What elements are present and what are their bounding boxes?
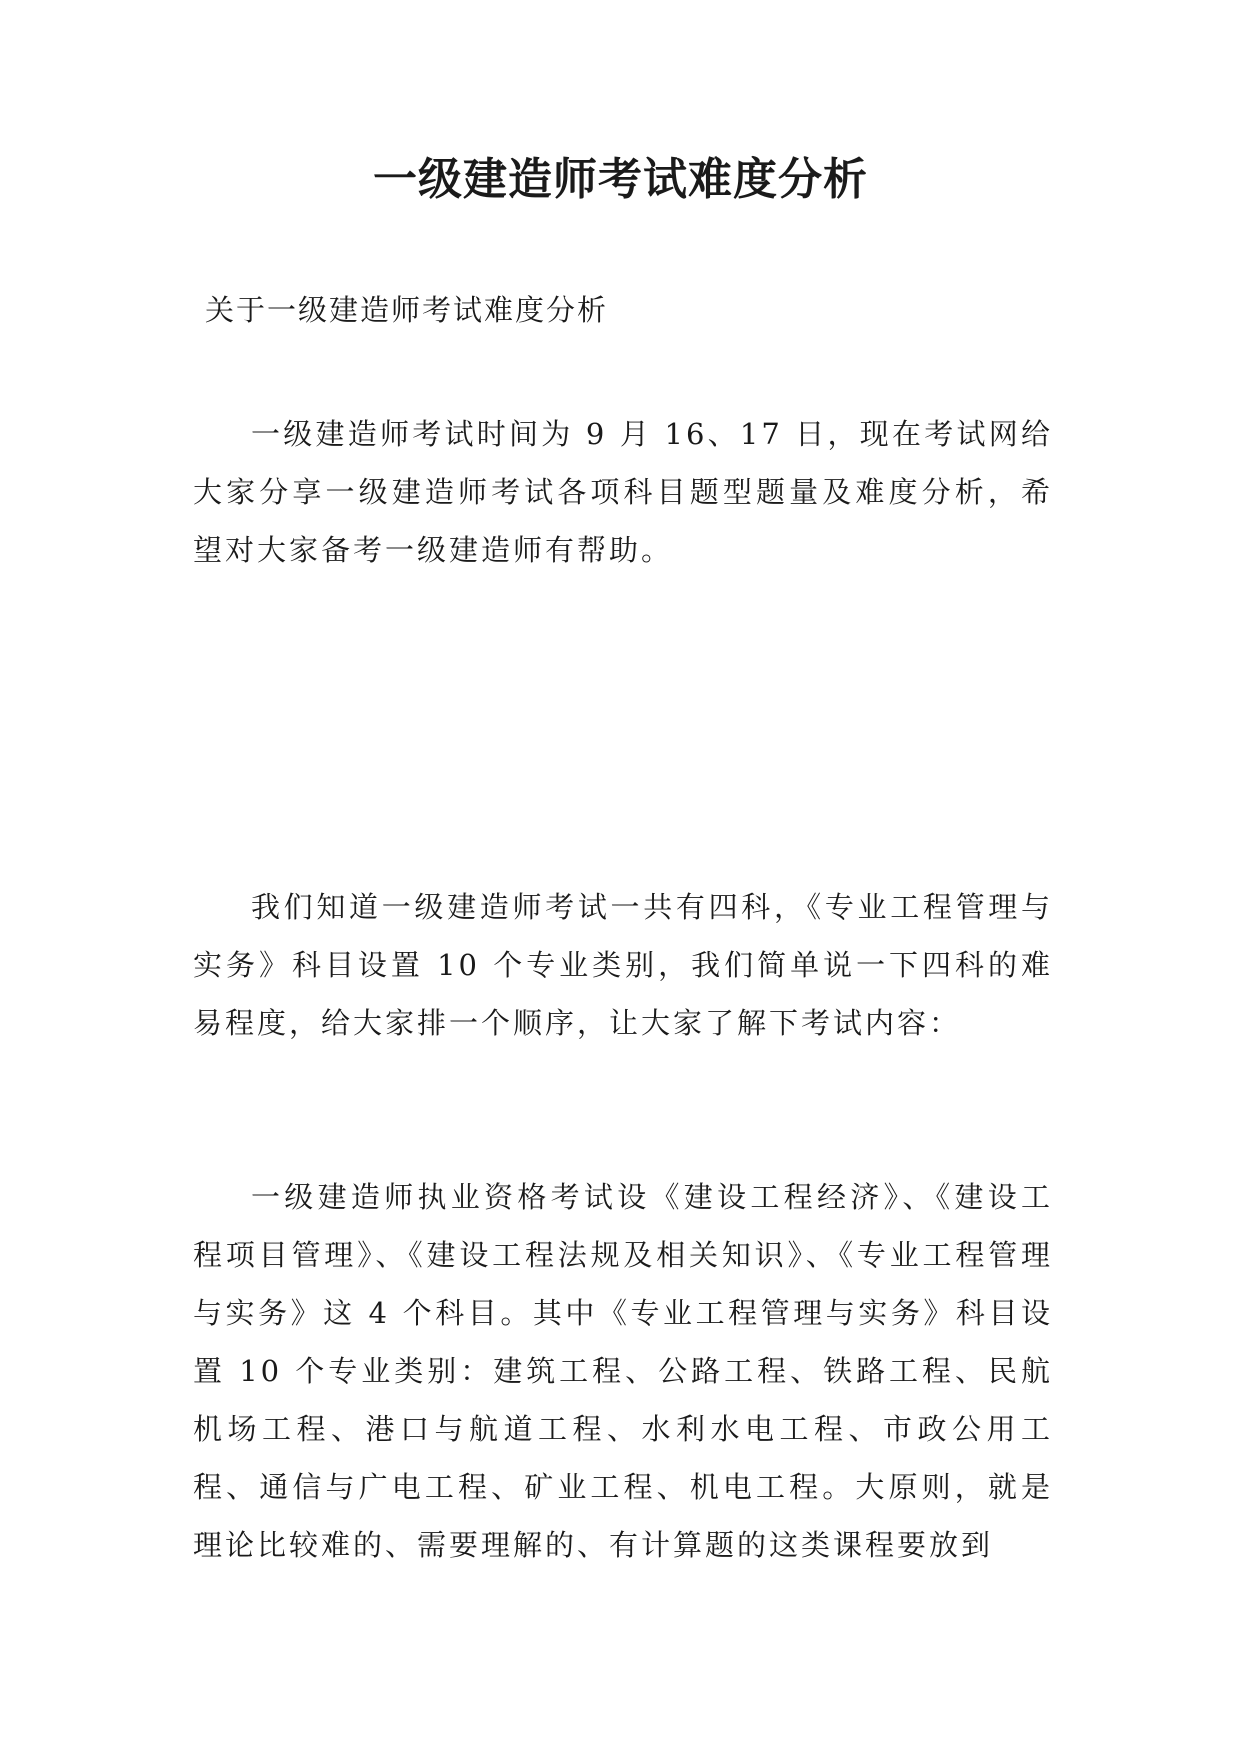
paragraph-exam-time: 一级建造师考试时间为 9 月 16、17 日，现在考试网给大家分享一级建造师考试各项科目题型题量及难度分析，希望对大家备考一级建造师有帮助。 bbox=[193, 417, 1053, 567]
document-title: 一级建造师考试难度分析 bbox=[373, 154, 868, 205]
paragraph-four-subjects: 我们知道一级建造师考试一共有四科，《专业工程管理与实务》科目设置 10 个专业类别，我们简单说一下四科的难易程度，给大家排一个顺序，让大家了解下考试内容： bbox=[193, 890, 1053, 1040]
paragraph-subject-details: 一级建造师执业资格考试设《建设工程经济》、《建设工程项目管理》、《建设工程法规及相关知识》、《专业工程管理与实务》这 4 个科目。其中《专业工程管理与实务》科目设置 10 个专业类别：建筑工程、公路工程、铁路工程、民航机场工程、港口与航道工程、水利水电工程、市政公用工程、通信与广电工程、矿业工程、机电工程。大原则，就是理论比较难的、需要理解的、有计算题的这类课程要放到 bbox=[193, 1180, 1053, 1562]
document-subtitle: 关于一级建造师考试难度分析 bbox=[205, 293, 609, 327]
